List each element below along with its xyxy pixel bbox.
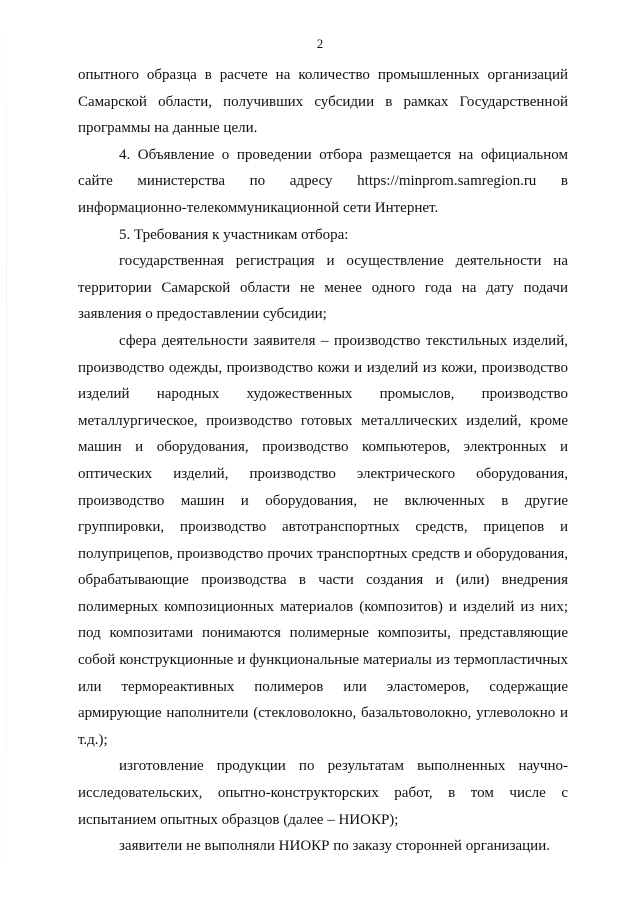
scan-edge-shadow [6,0,7,905]
paragraph-continuation: опытного образца в расчете на количество промышленных организаций Самарской области, получивших субсидии в рамках Государственной программы на данные цели. [78,67,568,137]
paragraph-item-5: 5. Требования к участникам отбора: [119,226,349,243]
paragraph-requirement: сфера деятельности заявителя – производство текстильных изделий, производство одежды, производство кожи и изделий из кожи, производство изделий народных художественных промыслов, производство металлургическое, производство готовых металлических изделий, кроме машин и оборудования, производство компьютеров, электронных и оптических изделий, производство электрического оборудования, производство машин и оборудования, не включенных в другие группировки, производство автотранспортных средств, прицепов и полуприцепов, производство прочих транспортных средств и оборудования, обрабатывающие производства в части создания и (или) внедрения полимерных композиционных материалов (композитов) и изделий из них; под композитами понимаются полимерные композиты, представляющие собой конструкционные и функциональные материалы из термопластичных или термореактивных полимеров или эластомеров, содержащие армирующие наполнители (стекловолокно, базальтоволокно, углеволокно и т.д.); [78,332,568,748]
paragraph-requirement: государственная регистрация и осуществление деятельности на территории Самарской области не менее одного года на дату подачи заявления о предоставлении субсидии; [78,253,568,323]
paragraph-requirement: изготовление продукции по результатам выполненных научно-исследовательских, опытно-конструкторских работ, в том числе с испытанием опытных образцов (далее – НИОКР); [78,758,568,828]
paragraph-item-4: 4. Объявление о проведении отбора размещается на официальном сайте министерства по адресу https://minprom.samregion.ru в информационно-телекоммуникационной сети Интернет. [78,146,568,216]
document-body [78,62,568,860]
page-number: 2 [316,36,324,51]
paragraph-requirement: заявители не выполняли НИОКР по заказу сторонней организации. [119,838,550,855]
